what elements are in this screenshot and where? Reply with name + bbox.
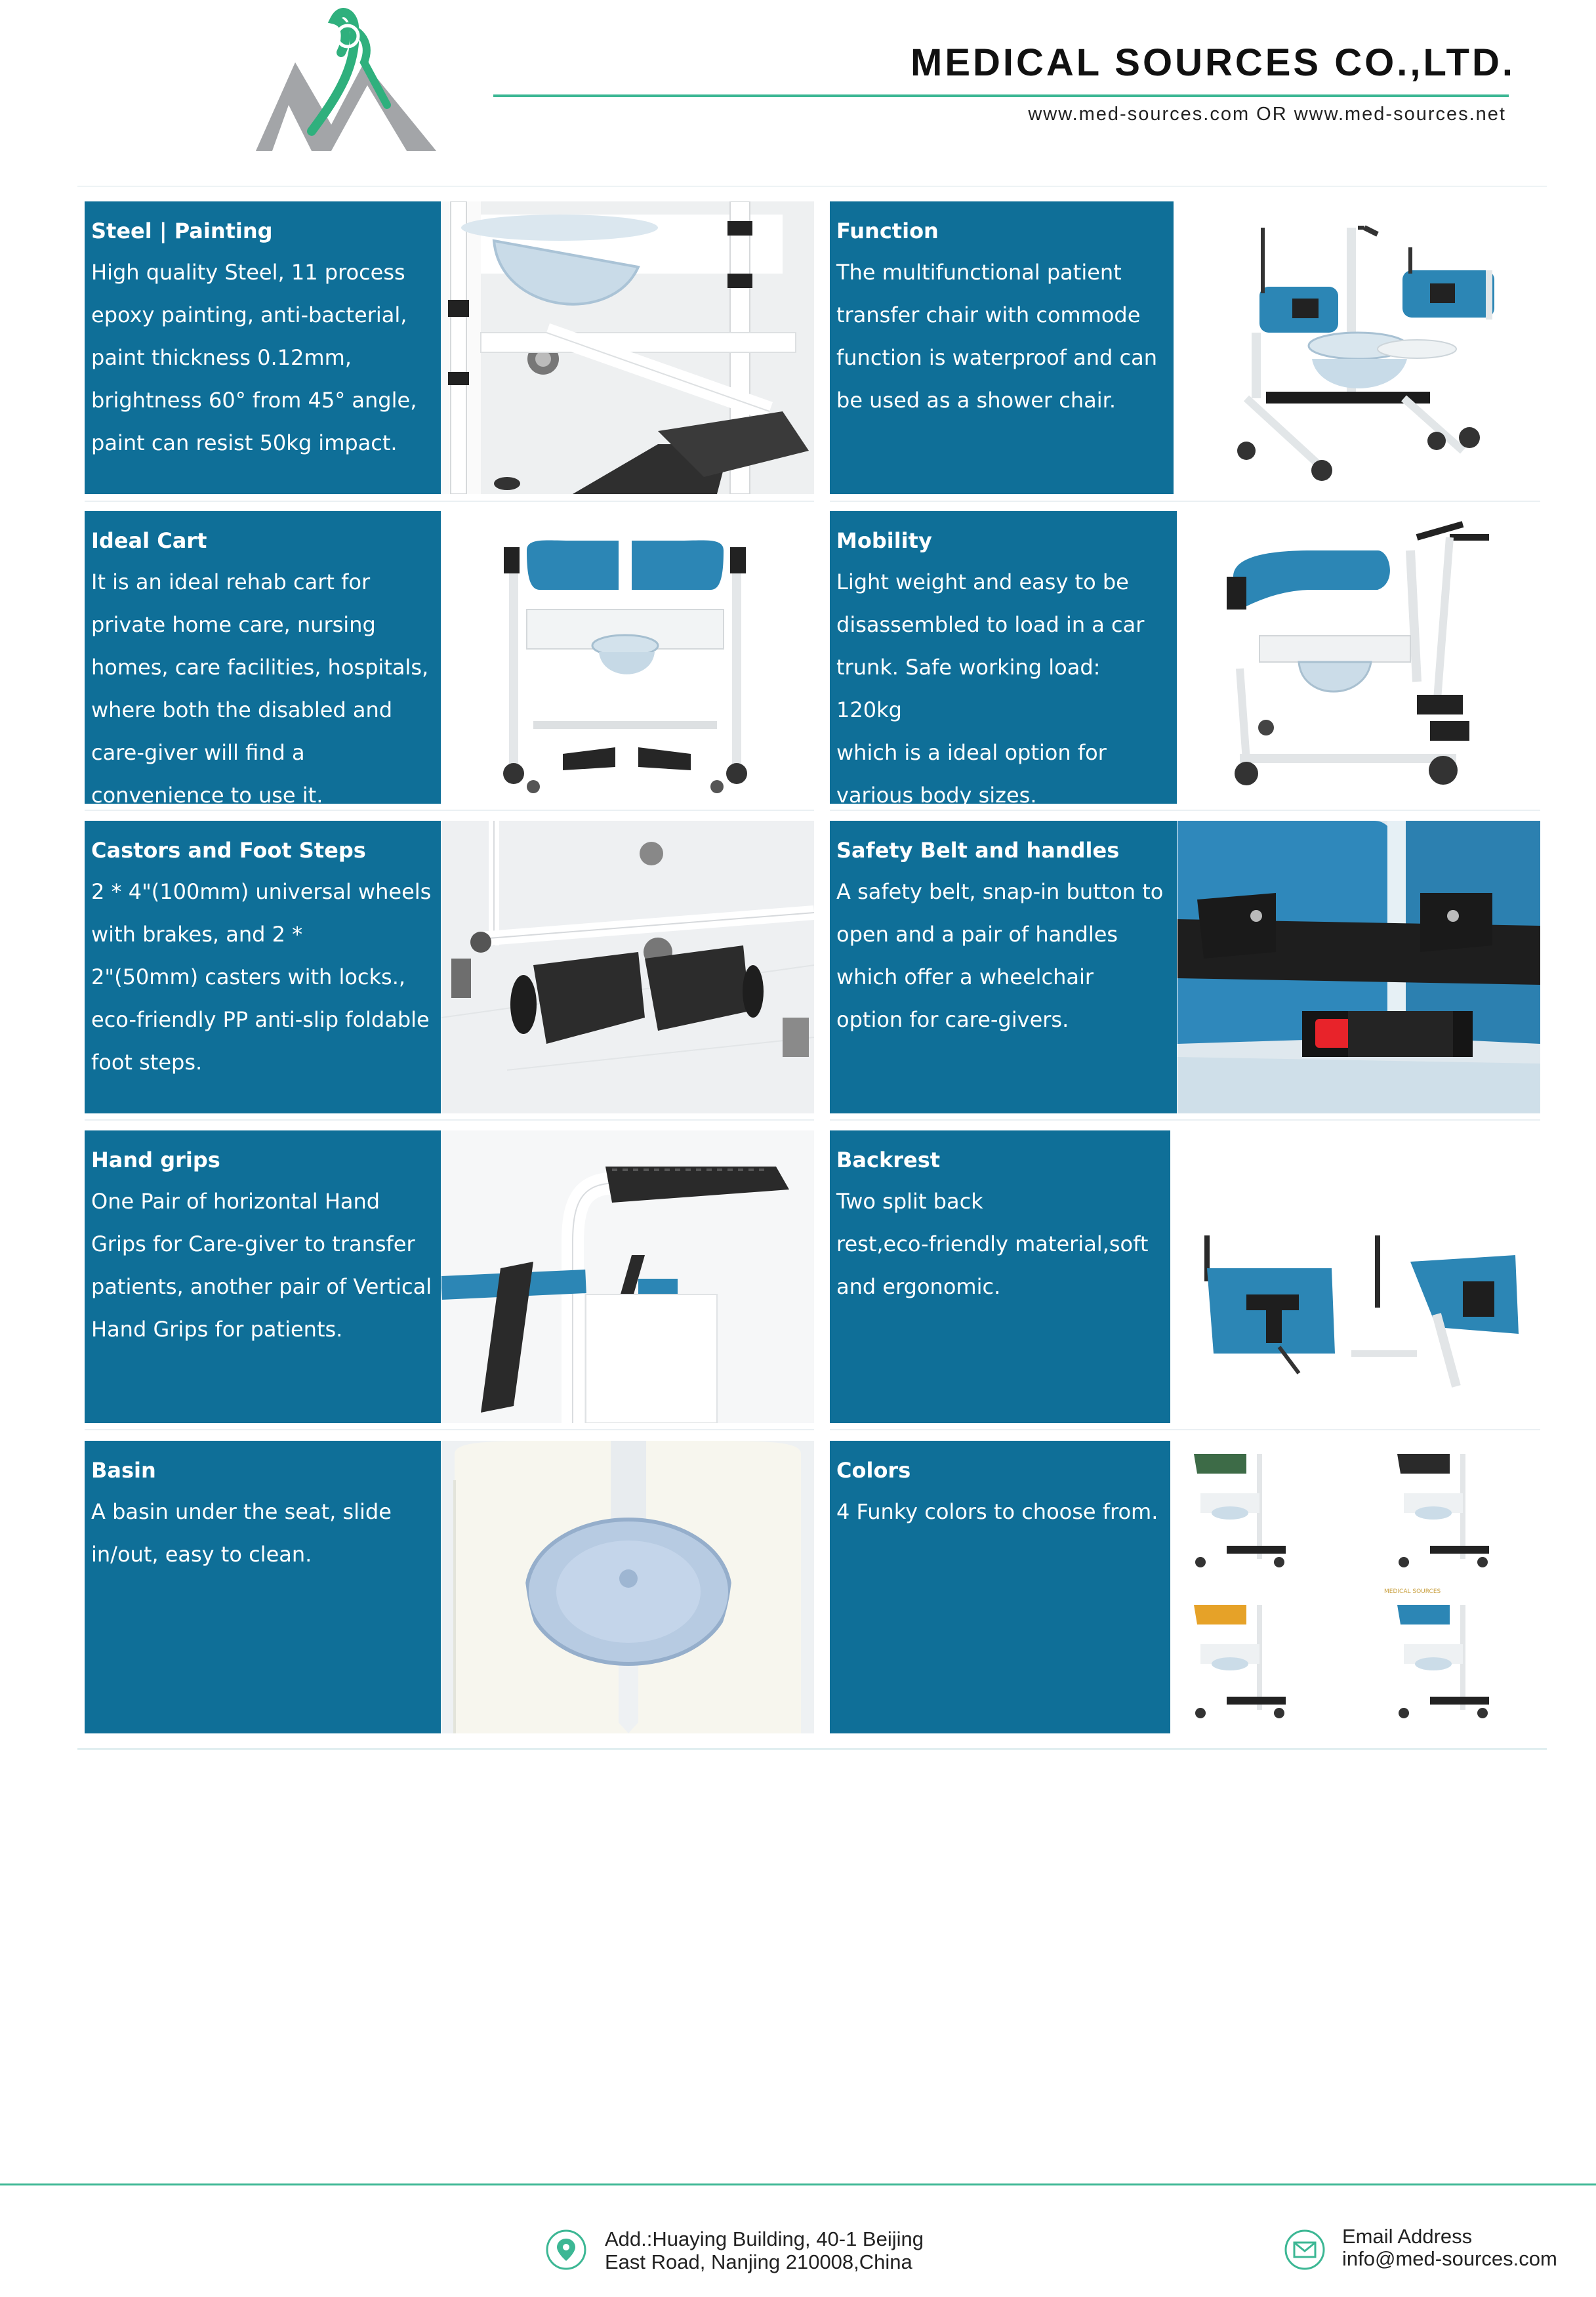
row-divider — [85, 1119, 814, 1121]
row-divider — [830, 1119, 1540, 1121]
feature-line: Grips for Care-giver to transfer — [91, 1231, 415, 1256]
header-rule — [493, 94, 1509, 97]
location-pin-icon — [546, 2229, 586, 2270]
feature-panel-function — [830, 201, 1174, 494]
feature-line: paint thickness 0.12mm, — [91, 345, 352, 370]
feature-line: various body sizes. — [836, 783, 1037, 808]
row-divider — [85, 810, 814, 811]
feature-line: private home care, nursing — [91, 612, 376, 637]
photo-basin — [441, 1441, 814, 1733]
feature-title: Hand grips — [91, 1148, 220, 1172]
feature-title: Colors — [836, 1458, 911, 1483]
feature-title: Ideal Cart — [91, 528, 207, 553]
feature-line: in/out, easy to clean. — [91, 1542, 312, 1567]
feature-panel-ideal-cart — [85, 511, 441, 808]
feature-line: where both the disabled and — [91, 697, 393, 722]
email-label: Email Address — [1342, 2225, 1473, 2248]
row-divider — [830, 501, 1540, 502]
photo-backrest — [1181, 1130, 1540, 1423]
photo-chair-exploded — [1181, 201, 1540, 494]
feature-line: paint can resist 50kg impact. — [91, 430, 398, 455]
feature-line: Two split back — [836, 1189, 983, 1214]
email-address-link[interactable]: info@med-sources.com — [1342, 2247, 1557, 2270]
feature-line: care-giver will find a — [91, 740, 305, 765]
feature-panel-colors — [830, 1441, 1170, 1733]
feature-line: option for care-givers. — [836, 1007, 1069, 1032]
feature-panel-safety-belt — [830, 821, 1177, 1113]
colors-badge-text: MEDICAL SOURCES — [1384, 1588, 1441, 1595]
footer-rule — [0, 2183, 1596, 2185]
feature-line: transfer chair with commode — [836, 302, 1141, 327]
feature-line: The multifunctional patient — [836, 260, 1122, 285]
row-divider — [830, 1429, 1540, 1430]
photo-steel-frame — [441, 201, 814, 494]
feature-panel-basin — [85, 1441, 441, 1733]
feature-title: Backrest — [836, 1148, 941, 1172]
feature-line: 2"(50mm) casters with locks., — [91, 964, 406, 989]
feature-line: function is waterproof and can — [836, 345, 1158, 370]
feature-line: epoxy painting, anti-bacterial, — [91, 302, 407, 327]
feature-panel-mobility — [830, 511, 1177, 808]
feature-line: foot steps. — [91, 1050, 203, 1075]
row-divider — [830, 810, 1540, 811]
photo-castors — [441, 821, 814, 1113]
feature-panel-castors — [85, 821, 441, 1113]
feature-title: Safety Belt and handles — [836, 838, 1120, 863]
feature-line: be used as a shower chair. — [836, 388, 1116, 413]
feature-line: which offer a wheelchair — [836, 964, 1094, 989]
address-line-2: East Road, Nanjing 210008,China — [605, 2250, 912, 2273]
feature-title: Function — [836, 218, 939, 243]
feature-line: Light weight and easy to be — [836, 569, 1129, 594]
feature-line: rest,eco-friendly material,soft — [836, 1231, 1149, 1256]
website-link[interactable]: www.med-sources.com OR www.med-sources.net — [1028, 104, 1506, 125]
feature-line: brightness 60° from 45° angle, — [91, 388, 417, 413]
address-line-1: Add.:Huaying Building, 40-1 Beijing — [605, 2227, 924, 2250]
row-divider — [85, 1429, 814, 1430]
feature-title: Steel | Painting — [91, 218, 273, 243]
feature-line: convenience to use it. — [91, 783, 323, 808]
photo-color-variants — [1181, 1441, 1540, 1733]
feature-line: One Pair of horizontal Hand — [91, 1189, 380, 1214]
photo-hand-grips — [441, 1130, 814, 1423]
feature-title: Castors and Foot Steps — [91, 838, 366, 863]
feature-line: which is a ideal option for — [836, 740, 1107, 765]
photo-chair-side — [1181, 511, 1540, 804]
photo-safety-belt — [1177, 821, 1540, 1113]
company-name: MEDICAL SOURCES CO.,LTD. — [911, 41, 1515, 84]
feature-line: open and a pair of handles — [836, 922, 1118, 947]
bottom-divider — [77, 1748, 1547, 1750]
top-divider — [77, 186, 1547, 187]
feature-title: Mobility — [836, 528, 932, 553]
photo-chair-front — [441, 511, 814, 804]
feature-line: A basin under the seat, slide — [91, 1499, 392, 1524]
feature-line: It is an ideal rehab cart for — [91, 569, 371, 594]
feature-line: 2 * 4"(100mm) universal wheels — [91, 879, 432, 904]
feature-line: and ergonomic. — [836, 1274, 1001, 1299]
feature-line: disassembled to load in a car — [836, 612, 1145, 637]
row-divider — [85, 501, 814, 502]
envelope-icon — [1284, 2229, 1325, 2270]
feature-line: A safety belt, snap-in button to — [836, 879, 1164, 904]
feature-line: High quality Steel, 11 process — [91, 260, 405, 285]
feature-line: eco-friendly PP anti-slip foldable — [91, 1007, 430, 1032]
feature-line: trunk. Safe working load: 120kg — [836, 655, 1101, 722]
feature-panel-backrest — [830, 1130, 1170, 1423]
feature-panel-hand-grips — [85, 1130, 441, 1423]
company-logo — [249, 0, 446, 157]
feature-line: 4 Funky colors to choose from. — [836, 1499, 1158, 1524]
feature-panel-steel-painting — [85, 201, 441, 494]
feature-title: Basin — [91, 1458, 156, 1483]
feature-line: Hand Grips for patients. — [91, 1317, 343, 1342]
feature-line: homes, care facilities, hospitals, — [91, 655, 429, 680]
feature-line: with brakes, and 2 * — [91, 922, 303, 947]
feature-line: patients, another pair of Vertical — [91, 1274, 432, 1299]
